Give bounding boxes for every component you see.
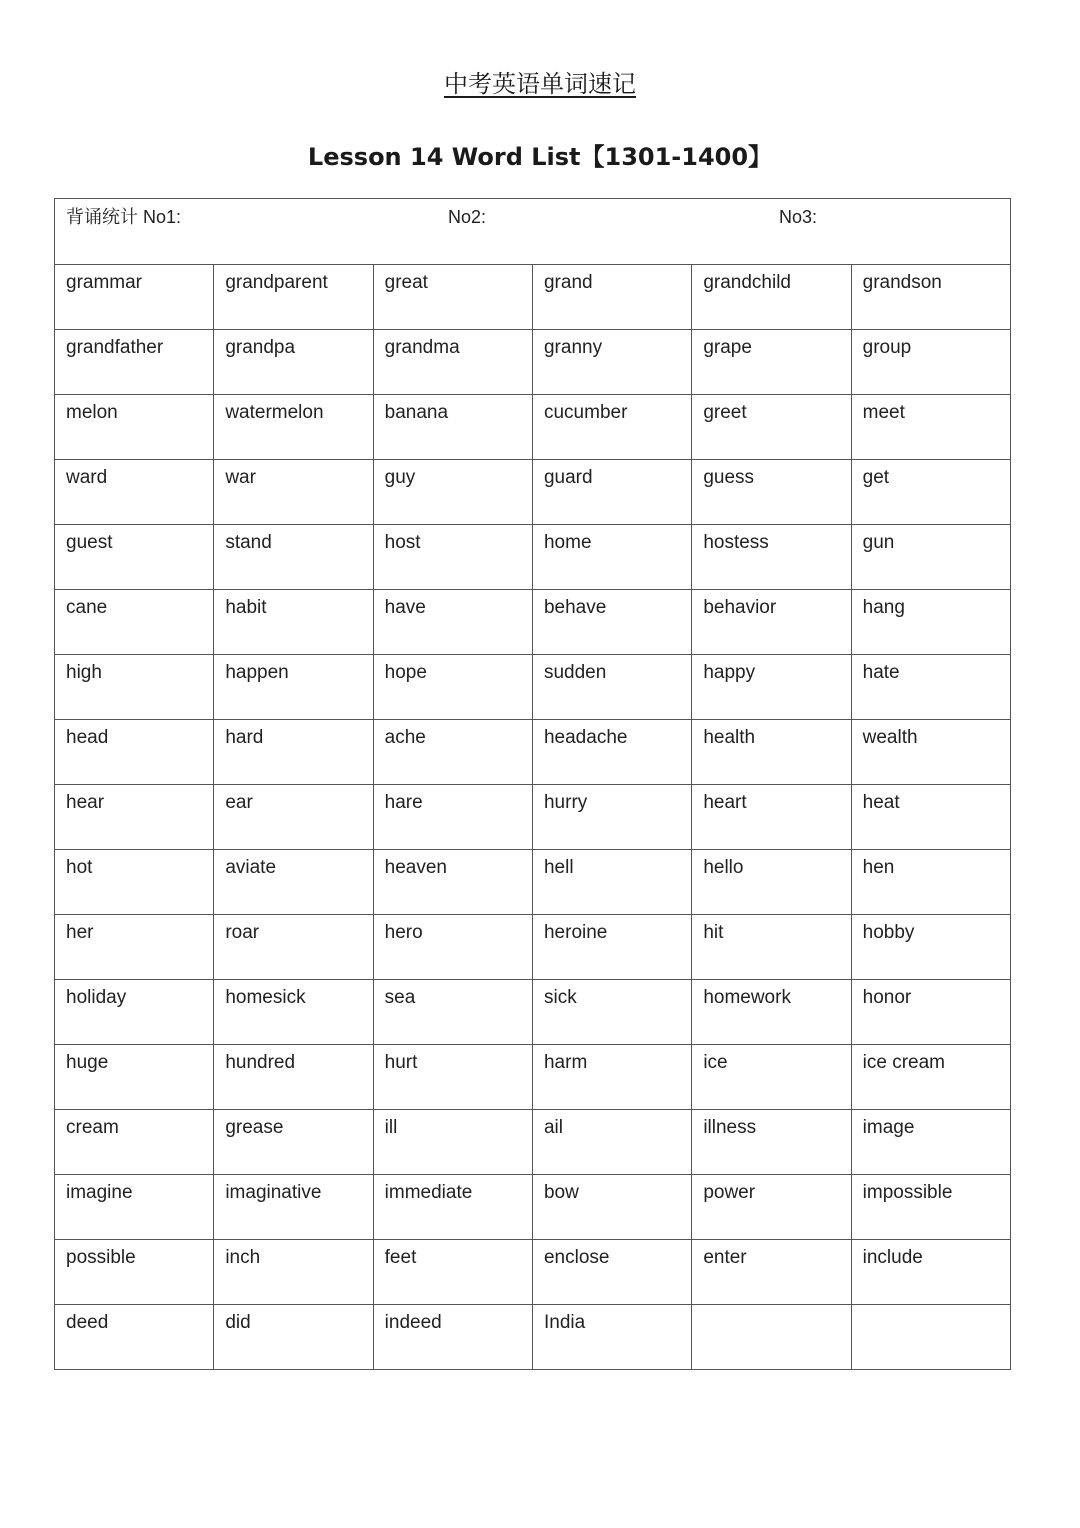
word-cell: wealth bbox=[851, 720, 1010, 785]
word-cell: hobby bbox=[851, 915, 1010, 980]
word-cell: aviate bbox=[214, 850, 373, 915]
stats-cell bbox=[55, 199, 1011, 265]
word-cell: hurt bbox=[373, 1045, 532, 1110]
table-row bbox=[55, 395, 1011, 460]
table-row bbox=[55, 265, 1011, 330]
word-cell: head bbox=[55, 720, 214, 785]
table-row bbox=[55, 785, 1011, 850]
word-cell: meet bbox=[851, 395, 1010, 460]
word-cell: heat bbox=[851, 785, 1010, 850]
word-cell: grape bbox=[692, 330, 851, 395]
word-cell: hare bbox=[373, 785, 532, 850]
word-cell: greet bbox=[692, 395, 851, 460]
word-cell: host bbox=[373, 525, 532, 590]
table-row bbox=[55, 1240, 1011, 1305]
word-cell: gun bbox=[851, 525, 1010, 590]
word-cell: hen bbox=[851, 850, 1010, 915]
word-cell: grammar bbox=[55, 265, 214, 330]
word-cell: ice bbox=[692, 1045, 851, 1110]
stats-line bbox=[66, 205, 999, 229]
word-cell: happen bbox=[214, 655, 373, 720]
word-cell: holiday bbox=[55, 980, 214, 1045]
word-cell: ice cream bbox=[851, 1045, 1010, 1110]
word-cell: grand bbox=[532, 265, 691, 330]
word-cell: grandpa bbox=[214, 330, 373, 395]
word-cell: sudden bbox=[532, 655, 691, 720]
stats-row bbox=[55, 199, 1011, 265]
word-cell: feet bbox=[373, 1240, 532, 1305]
word-cell: watermelon bbox=[214, 395, 373, 460]
table-row bbox=[55, 980, 1011, 1045]
word-cell: deed bbox=[55, 1305, 214, 1370]
word-cell: imaginative bbox=[214, 1175, 373, 1240]
word-cell: hero bbox=[373, 915, 532, 980]
word-cell: headache bbox=[532, 720, 691, 785]
word-cell: honor bbox=[851, 980, 1010, 1045]
word-cell: sick bbox=[532, 980, 691, 1045]
word-cell: war bbox=[214, 460, 373, 525]
table-row bbox=[55, 1175, 1011, 1240]
word-cell: grandma bbox=[373, 330, 532, 395]
word-cell: cream bbox=[55, 1110, 214, 1175]
word-cell: grandson bbox=[851, 265, 1010, 330]
lesson-subtitle: Lesson 14 Word List【1301-1400】 bbox=[307, 143, 773, 171]
word-cell: hit bbox=[692, 915, 851, 980]
word-cell: heart bbox=[692, 785, 851, 850]
word-cell bbox=[851, 1305, 1010, 1370]
word-cell: grandchild bbox=[692, 265, 851, 330]
word-cell: hope bbox=[373, 655, 532, 720]
table-row bbox=[55, 850, 1011, 915]
word-cell: hundred bbox=[214, 1045, 373, 1110]
word-cell: guest bbox=[55, 525, 214, 590]
word-cell: grease bbox=[214, 1110, 373, 1175]
word-cell: guard bbox=[532, 460, 691, 525]
table-row bbox=[55, 1110, 1011, 1175]
table-row bbox=[55, 330, 1011, 395]
stats-label: 背诵统计 bbox=[66, 207, 138, 228]
stats-no2: No2: bbox=[448, 207, 487, 227]
table-row bbox=[55, 590, 1011, 655]
word-cell: immediate bbox=[373, 1175, 532, 1240]
word-cell: melon bbox=[55, 395, 214, 460]
word-cell: homework bbox=[692, 980, 851, 1045]
word-cell: homesick bbox=[214, 980, 373, 1045]
word-cell: high bbox=[55, 655, 214, 720]
word-cell: grandparent bbox=[214, 265, 373, 330]
word-cell: indeed bbox=[373, 1305, 532, 1370]
word-cell: hurry bbox=[532, 785, 691, 850]
word-cell: hostess bbox=[692, 525, 851, 590]
word-cell: habit bbox=[214, 590, 373, 655]
word-cell: granny bbox=[532, 330, 691, 395]
table-row bbox=[55, 915, 1011, 980]
word-cell: inch bbox=[214, 1240, 373, 1305]
word-cell: bow bbox=[532, 1175, 691, 1240]
table-row bbox=[55, 1305, 1011, 1370]
word-cell: have bbox=[373, 590, 532, 655]
word-cell: grandfather bbox=[55, 330, 214, 395]
word-cell: hello bbox=[692, 850, 851, 915]
word-table bbox=[54, 198, 1011, 1370]
word-cell: cane bbox=[55, 590, 214, 655]
word-cell: enter bbox=[692, 1240, 851, 1305]
word-cell: did bbox=[214, 1305, 373, 1370]
word-cell: impossible bbox=[851, 1175, 1010, 1240]
word-cell: her bbox=[55, 915, 214, 980]
word-cell: banana bbox=[373, 395, 532, 460]
word-cell: ail bbox=[532, 1110, 691, 1175]
word-cell: hot bbox=[55, 850, 214, 915]
stats-no3: No3: bbox=[779, 207, 818, 227]
word-cell: imagine bbox=[55, 1175, 214, 1240]
word-cell: hang bbox=[851, 590, 1010, 655]
word-cell: harm bbox=[532, 1045, 691, 1110]
word-cell: sea bbox=[373, 980, 532, 1045]
word-cell: group bbox=[851, 330, 1010, 395]
word-cell bbox=[692, 1305, 851, 1370]
word-cell: behave bbox=[532, 590, 691, 655]
word-cell: hard bbox=[214, 720, 373, 785]
table-row bbox=[55, 525, 1011, 590]
word-cell: cucumber bbox=[532, 395, 691, 460]
word-cell: home bbox=[532, 525, 691, 590]
word-cell: heroine bbox=[532, 915, 691, 980]
word-cell: hell bbox=[532, 850, 691, 915]
stats-no1-group bbox=[66, 205, 181, 230]
word-cell: enclose bbox=[532, 1240, 691, 1305]
stats-no1: No1: bbox=[143, 207, 182, 227]
word-table-body bbox=[55, 199, 1011, 1370]
table-row bbox=[55, 720, 1011, 785]
word-cell: guess bbox=[692, 460, 851, 525]
word-cell: get bbox=[851, 460, 1010, 525]
word-cell: power bbox=[692, 1175, 851, 1240]
word-cell: huge bbox=[55, 1045, 214, 1110]
word-cell: guy bbox=[373, 460, 532, 525]
word-cell: happy bbox=[692, 655, 851, 720]
word-cell: ache bbox=[373, 720, 532, 785]
word-cell: ward bbox=[55, 460, 214, 525]
word-cell: include bbox=[851, 1240, 1010, 1305]
word-cell: illness bbox=[692, 1110, 851, 1175]
word-cell: India bbox=[532, 1305, 691, 1370]
table-row bbox=[55, 1045, 1011, 1110]
word-cell: health bbox=[692, 720, 851, 785]
word-cell: possible bbox=[55, 1240, 214, 1305]
word-cell: roar bbox=[214, 915, 373, 980]
word-cell: great bbox=[373, 265, 532, 330]
word-cell: hate bbox=[851, 655, 1010, 720]
word-cell: heaven bbox=[373, 850, 532, 915]
word-cell: ill bbox=[373, 1110, 532, 1175]
word-cell: behavior bbox=[692, 590, 851, 655]
word-cell: image bbox=[851, 1110, 1010, 1175]
word-cell: hear bbox=[55, 785, 214, 850]
word-cell: stand bbox=[214, 525, 373, 590]
table-row bbox=[55, 655, 1011, 720]
document-title: 中考英语单词速记 bbox=[444, 70, 636, 98]
word-cell: ear bbox=[214, 785, 373, 850]
table-row bbox=[55, 460, 1011, 525]
